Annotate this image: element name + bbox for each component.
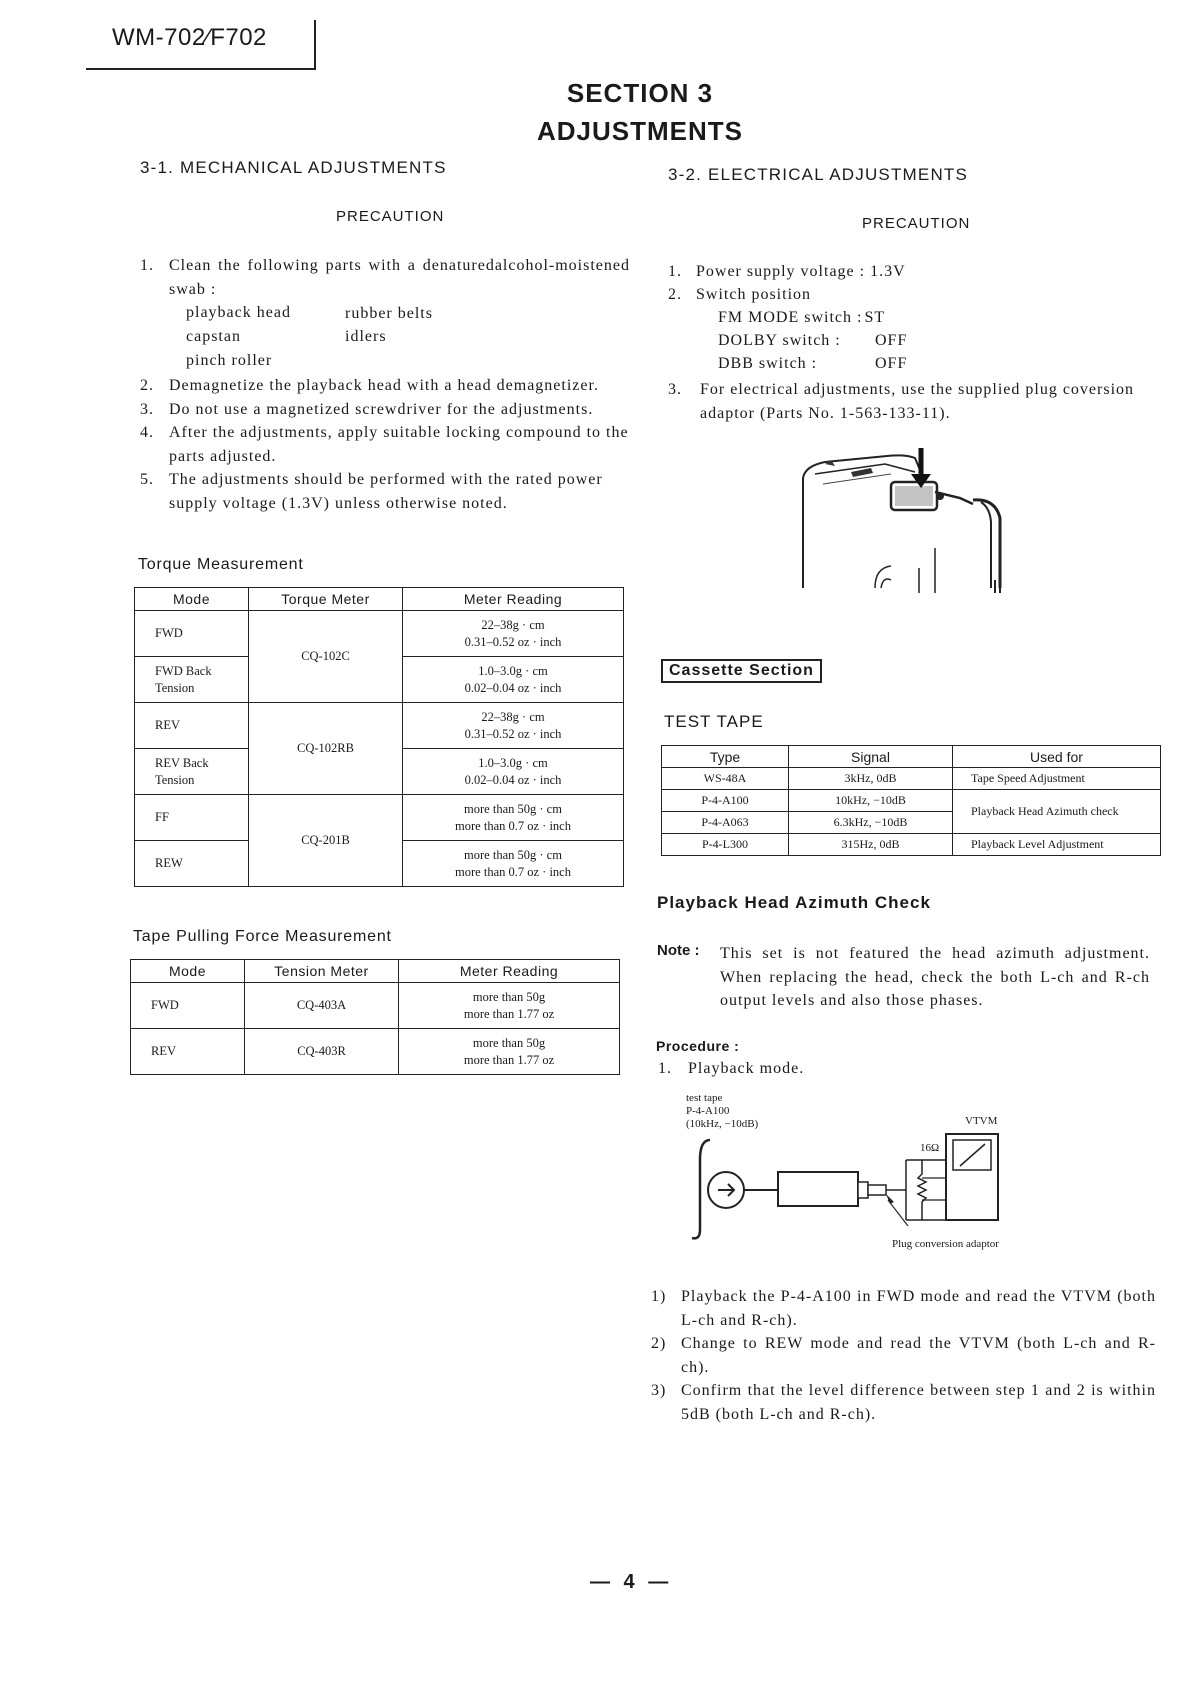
table-row: WS-48A 3kHz, 0dB Tape Speed Adjustment	[662, 768, 1161, 790]
switch-fm-mode: FM MODE switch : ST	[718, 309, 886, 326]
azimuth-connection-diagram	[690, 1130, 1030, 1240]
part-rubber-belts: rubber belts	[345, 305, 433, 322]
pull-header-reading: Meter Reading	[399, 960, 620, 983]
test-tape-title: TEST TAPE	[664, 712, 764, 731]
section-number: SECTION 3	[566, 78, 714, 108]
torque-header-mode: Mode	[135, 588, 249, 611]
mechanical-item-3: 3. Do not use a magnetized screwdriver for the adjustments.	[140, 401, 594, 418]
cassette-section-label: Cassette Section	[661, 659, 822, 683]
pull-header-mode: Mode	[131, 960, 245, 983]
switch-dolby: DOLBY switch :	[718, 332, 841, 349]
torque-title: Torque Measurement	[138, 556, 304, 573]
switch-dolby-value: OFF	[875, 332, 908, 349]
part-pinch-roller: pinch roller	[186, 352, 273, 369]
tt-header-used: Used for	[953, 746, 1161, 768]
table-row: P-4-A100 10kHz, −10dB Playback Head Azimuth check	[662, 790, 1161, 812]
note-label: Note :	[657, 942, 700, 959]
torque-header-reading: Meter Reading	[403, 588, 624, 611]
diagram-tape-label: test tape P-4-A100 (10kHz, −10dB)	[686, 1092, 759, 1130]
table-row: REW more than 50g · cm more than 0.7 oz · inch	[135, 841, 624, 887]
tt-header-signal: Signal	[789, 746, 953, 768]
electrical-item-2: 2. Switch position	[668, 286, 812, 303]
switch-dbb: DBB switch :	[718, 355, 818, 372]
tape-pulling-table	[130, 959, 620, 1075]
azimuth-step-1: 1) Playback the P-4-A100 in FWD mode and read the VTVM (both L-ch and R-ch).	[651, 1288, 1156, 1329]
section-name: ADJUSTMENTS	[536, 116, 743, 146]
tt-header-type: Type	[662, 746, 789, 768]
table-row: P-4-L300 315Hz, 0dB Playback Level Adjustment	[662, 834, 1161, 856]
azimuth-step-2: 2) Change to REW mode and read the VTVM (both L-ch and R-ch).	[651, 1335, 1156, 1376]
table-row: P-4-A063 6.3kHz, −10dB	[662, 812, 1161, 834]
model-number: WM-702⁄F702	[112, 24, 267, 51]
section-title	[520, 74, 760, 150]
electrical-item-3: 3. For electrical adjustments, use the supplied plug coversion adaptor (Parts No. 1-563-133-11).	[668, 381, 1135, 422]
mechanical-item-1: 1. Clean the following parts with a denaturedalcohol-moistened swab :	[140, 257, 630, 298]
table-row: FF CQ-201B more than 50g · cm more than 0.7 oz · inch	[135, 795, 624, 841]
mechanical-item-5: 5. The adjustments should be performed with the rated power supply voltage (1.3V) unless otherwise noted.	[140, 471, 603, 512]
plug-adaptor-illustration	[795, 448, 1045, 593]
torque-table	[134, 587, 624, 887]
table-row: FWD CQ-403A more than 50g more than 1.77 oz	[131, 983, 620, 1029]
torque-header-meter: Torque Meter	[249, 588, 403, 611]
procedure-label: Procedure :	[656, 1038, 740, 1054]
test-tape-table	[661, 745, 1161, 856]
diagram-resistor-label: 16Ω	[920, 1142, 940, 1154]
mechanical-precaution: PRECAUTION	[336, 208, 445, 225]
electrical-item-1: 1. Power supply voltage : 1.3V	[668, 263, 906, 280]
azimuth-step-3: 3) Confirm that the level difference between step 1 and 2 is within 5dB (both L-ch and R-ch).	[651, 1382, 1156, 1423]
table-row: FWD Back Tension 1.0–3.0g · cm 0.02–0.04 oz · inch	[135, 657, 624, 703]
diagram-vtvm-label: VTVM	[965, 1115, 998, 1127]
table-row: REV CQ-403R more than 50g more than 1.77 oz	[131, 1029, 620, 1075]
pull-header-meter: Tension Meter	[245, 960, 399, 983]
mechanical-item-2: 2. Demagnetize the playback head with a head demagnetizer.	[140, 377, 599, 394]
note-text: This set is not featured the head azimuth adjustment. When replacing the head, check the both L-ch and R-ch output levels and also those phases.	[720, 945, 1150, 1009]
mechanical-item-4: 4. After the adjustments, apply suitable locking compound to the parts adjusted.	[140, 424, 629, 465]
azimuth-title: Playback Head Azimuth Check	[657, 893, 931, 912]
part-idlers: idlers	[345, 328, 387, 345]
diagram-plug-label: Plug conversion adaptor	[892, 1238, 999, 1250]
mechanical-heading: 3-1. MECHANICAL ADJUSTMENTS	[140, 158, 447, 177]
procedure-step-1: 1. Playback mode.	[658, 1060, 805, 1077]
electrical-precaution: PRECAUTION	[862, 215, 971, 232]
electrical-heading: 3-2. ELECTRICAL ADJUSTMENTS	[668, 165, 969, 184]
table-row: REV Back Tension 1.0–3.0g · cm 0.02–0.04 oz · inch	[135, 749, 624, 795]
switch-dbb-value: OFF	[875, 355, 908, 372]
table-row: FWD CQ-102C 22–38g · cm 0.31–0.52 oz · inch	[135, 611, 624, 657]
part-capstan: capstan	[186, 328, 241, 345]
part-playback-head: playback head	[186, 304, 291, 321]
tape-pulling-title: Tape Pulling Force Measurement	[133, 928, 392, 945]
page-number: — 4 —	[590, 1571, 673, 1593]
table-row: REV CQ-102RB 22–38g · cm 0.31–0.52 oz · inch	[135, 703, 624, 749]
